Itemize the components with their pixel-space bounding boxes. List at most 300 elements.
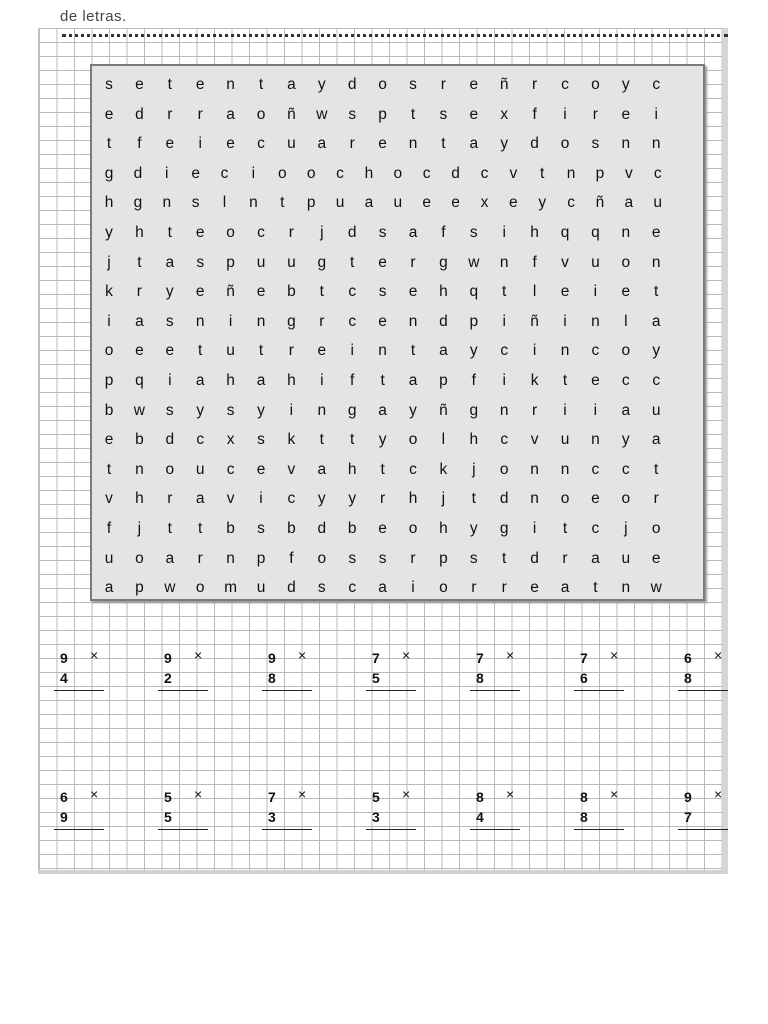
- word-search-letter: l: [532, 283, 537, 301]
- answer-line: [262, 690, 312, 691]
- word-search-letter: b: [347, 520, 357, 537]
- word-search-letter: u: [256, 579, 266, 597]
- word-search-letter: q: [469, 283, 479, 301]
- word-search-letter: v: [530, 431, 539, 449]
- times-sign: ×: [714, 647, 723, 663]
- word-search-letter: e: [104, 431, 114, 449]
- word-search-letter: o: [621, 342, 631, 360]
- word-search-letter: a: [560, 579, 570, 597]
- word-search-letter: t: [654, 283, 659, 301]
- word-search-letter: a: [378, 579, 387, 597]
- multiplier: 2: [164, 670, 172, 686]
- word-search-letter: f: [532, 253, 537, 271]
- word-search-letter: n: [162, 194, 172, 212]
- multiplier: 3: [268, 809, 276, 825]
- word-search-letter: a: [624, 194, 634, 212]
- word-search-letter: t: [562, 520, 568, 537]
- word-search-letter: h: [364, 164, 374, 182]
- word-search-letter: c: [621, 372, 630, 389]
- word-search-letter: c: [348, 283, 357, 301]
- answer-line: [678, 829, 728, 830]
- word-search-letter: j: [441, 490, 446, 508]
- word-search-letter: y: [105, 224, 113, 241]
- word-search-letter: f: [350, 372, 355, 389]
- word-search-letter: a: [621, 401, 631, 419]
- word-search-letter: k: [530, 372, 539, 389]
- word-search-letter: r: [532, 76, 538, 93]
- word-search-row: [92, 70, 703, 99]
- word-search-letter: r: [592, 105, 598, 123]
- word-search-letter: h: [469, 431, 479, 449]
- word-search-letter: n: [621, 135, 631, 153]
- word-search-letter: d: [439, 312, 448, 330]
- word-search-letter: s: [348, 549, 357, 567]
- word-search-letter: t: [198, 520, 203, 537]
- multiplication-problem: [60, 786, 120, 849]
- word-search-letter: e: [591, 490, 600, 508]
- times-sign: ×: [298, 786, 307, 802]
- word-search-letter: u: [621, 549, 631, 567]
- word-search-letter: v: [561, 253, 569, 271]
- word-search-letter: s: [378, 283, 387, 301]
- word-search-letter: j: [624, 520, 628, 537]
- word-search-letter: n: [621, 224, 631, 241]
- word-search-letter: h: [439, 520, 448, 537]
- word-search-letter: r: [288, 224, 294, 241]
- word-search-letter: a: [256, 372, 266, 389]
- word-search-letter: r: [532, 401, 538, 419]
- word-search-letter: x: [226, 431, 235, 449]
- word-search-letter: r: [349, 135, 355, 153]
- word-search-letter: c: [226, 460, 235, 478]
- word-search-letter: y: [378, 431, 387, 449]
- word-search-letter: c: [567, 194, 575, 212]
- word-search-letter: c: [653, 164, 662, 182]
- word-search-letter: i: [532, 342, 537, 360]
- word-search-letter: v: [226, 490, 235, 508]
- word-search-letter: r: [410, 549, 416, 567]
- multiplication-problem: [476, 786, 536, 849]
- word-search-letter: o: [165, 460, 175, 478]
- word-search-letter: f: [532, 105, 537, 123]
- word-search-letter: e: [135, 342, 144, 360]
- word-search-row: [92, 455, 703, 484]
- times-sign: ×: [610, 647, 619, 663]
- word-search-letter: e: [104, 105, 114, 123]
- word-search-letter: y: [165, 283, 174, 301]
- multiplier: 5: [372, 670, 380, 686]
- word-search-letter: l: [624, 312, 628, 330]
- word-search-letter: y: [469, 342, 478, 360]
- word-search-letter: e: [135, 76, 144, 93]
- word-search-letter: c: [652, 372, 661, 389]
- word-search-letter: d: [530, 135, 539, 153]
- word-search-letter: e: [195, 224, 205, 241]
- word-search-letter: q: [560, 224, 570, 241]
- word-search-letter: d: [347, 224, 357, 241]
- word-search-letter: r: [167, 105, 173, 123]
- word-search-letter: j: [137, 520, 142, 537]
- word-search-letter: p: [135, 579, 144, 597]
- word-search-letter: s: [196, 253, 205, 271]
- multiplicand: 9: [684, 789, 692, 805]
- word-search-letter: c: [500, 431, 509, 449]
- word-search-letter: r: [562, 549, 568, 567]
- word-search-letter: l: [441, 431, 446, 449]
- multiplicand: 6: [684, 650, 692, 666]
- answer-line: [262, 829, 312, 830]
- word-search-letter: d: [287, 579, 296, 597]
- multiplier: 8: [476, 670, 484, 686]
- word-search-letter: c: [500, 342, 509, 360]
- word-search-letter: j: [107, 253, 111, 271]
- word-search-letter: r: [410, 253, 416, 271]
- times-sign: ×: [194, 786, 203, 802]
- word-search-letter: n: [651, 253, 661, 271]
- word-search-letter: w: [133, 401, 145, 419]
- word-search-letter: ñ: [595, 194, 605, 212]
- word-search-letter: y: [469, 520, 478, 537]
- word-search-row: [92, 573, 703, 602]
- word-search-letter: n: [226, 549, 235, 567]
- word-search-row: [92, 425, 703, 454]
- multiplier: 5: [164, 809, 172, 825]
- word-search-letter: e: [621, 283, 631, 301]
- word-search-letter: e: [408, 283, 418, 301]
- word-search-letter: c: [422, 164, 431, 182]
- word-search-letter: o: [560, 135, 570, 153]
- word-search-letter: w: [164, 579, 176, 597]
- word-search-letter: k: [439, 460, 448, 478]
- answer-line: [470, 829, 520, 830]
- word-search-letter: x: [500, 105, 509, 123]
- word-search-letter: y: [500, 135, 509, 153]
- word-search-letter: e: [509, 194, 518, 212]
- word-search-letter: p: [439, 549, 448, 567]
- word-search-letter: h: [135, 490, 144, 508]
- word-search-letter: c: [196, 431, 205, 449]
- word-search-letter: o: [256, 105, 266, 123]
- word-search-letter: n: [195, 312, 205, 330]
- word-search-letter: w: [650, 579, 662, 597]
- word-search-letter: i: [259, 490, 263, 508]
- word-search-letter: j: [472, 460, 476, 478]
- word-search-letter: h: [135, 224, 144, 241]
- multiplication-problem: [268, 647, 328, 710]
- word-search-letter: s: [257, 520, 265, 537]
- word-search-letter: p: [306, 194, 316, 212]
- multiplier: 7: [684, 809, 692, 825]
- word-search-letter: l: [222, 194, 227, 212]
- word-search-letter: h: [347, 460, 357, 478]
- word-search-letter: t: [167, 224, 172, 241]
- word-search-letter: i: [563, 312, 567, 330]
- word-search-letter: o: [104, 342, 114, 360]
- word-search-letter: t: [319, 283, 324, 301]
- word-search-letter: n: [378, 342, 387, 360]
- word-search-letter: s: [257, 431, 265, 449]
- word-search-letter: u: [104, 549, 114, 567]
- word-search-letter: a: [287, 76, 296, 93]
- word-search-letter: y: [348, 490, 357, 508]
- word-search-letter: t: [471, 490, 476, 508]
- multiplier: 3: [372, 809, 380, 825]
- word-search-letter: n: [530, 460, 539, 478]
- word-search-letter: u: [226, 342, 235, 360]
- word-search-letter: b: [226, 520, 235, 537]
- word-search-letter: r: [653, 490, 659, 508]
- word-search-letter: h: [408, 490, 418, 508]
- multiplication-problem: [684, 786, 744, 849]
- multiplication-problem: [164, 647, 224, 710]
- word-search-row: [92, 129, 703, 158]
- word-search-letter: p: [226, 253, 235, 271]
- answer-line: [678, 690, 728, 691]
- word-search-letter: m: [224, 579, 238, 597]
- word-search-letter: t: [593, 579, 598, 597]
- word-search-letter: e: [378, 253, 387, 271]
- word-search-letter: c: [409, 460, 417, 478]
- word-search-letter: b: [135, 431, 144, 449]
- word-search-letter: a: [364, 194, 374, 212]
- word-search-letter: g: [469, 401, 479, 419]
- word-search-letter: i: [320, 372, 324, 389]
- word-search-letter: b: [287, 520, 296, 537]
- word-search-letter: f: [441, 224, 446, 241]
- word-search-letter: b: [104, 401, 114, 419]
- word-search-letter: c: [257, 135, 265, 153]
- word-search-letter: r: [197, 105, 203, 123]
- word-search-letter: i: [593, 401, 598, 419]
- word-search-letter: r: [319, 312, 325, 330]
- word-search-row: [92, 248, 703, 277]
- word-search-letter: s: [165, 401, 174, 419]
- word-search-letter: b: [287, 283, 296, 301]
- word-search-letter: o: [408, 520, 418, 537]
- times-sign: ×: [506, 786, 515, 802]
- word-search-letter: u: [195, 460, 205, 478]
- word-search-letter: a: [165, 253, 175, 271]
- word-search-letter: o: [195, 579, 205, 597]
- word-search-letter: v: [624, 164, 633, 182]
- word-search-letter: r: [136, 283, 142, 301]
- word-search-letter: o: [499, 460, 509, 478]
- word-search-letter: c: [652, 76, 661, 93]
- word-search-letter: o: [408, 431, 418, 449]
- word-search-letter: a: [651, 431, 661, 449]
- word-search-letter: g: [317, 253, 327, 271]
- word-search-letter: c: [621, 460, 630, 478]
- word-search-letter: g: [499, 520, 509, 537]
- times-sign: ×: [402, 647, 411, 663]
- word-search-letter: d: [133, 164, 143, 182]
- word-search-letter: d: [347, 76, 357, 93]
- word-search-grid: [90, 64, 705, 601]
- multiplicand: 7: [268, 789, 276, 805]
- word-search-letter: a: [104, 579, 114, 597]
- word-search-letter: n: [566, 164, 576, 182]
- word-search-letter: t: [441, 135, 446, 153]
- word-search-letter: t: [167, 520, 172, 537]
- word-search-row: [92, 484, 703, 513]
- word-search-letter: c: [220, 164, 229, 182]
- word-search-letter: w: [316, 105, 328, 123]
- word-search-letter: y: [538, 194, 547, 212]
- instruction-fragment: de letras.: [60, 8, 127, 25]
- word-search-letter: ñ: [530, 312, 539, 330]
- word-search-letter: p: [439, 372, 448, 389]
- word-search-letter: a: [165, 549, 175, 567]
- word-search-letter: t: [350, 431, 355, 449]
- word-search-letter: n: [560, 460, 570, 478]
- word-search-letter: o: [277, 164, 287, 182]
- multiplier: 4: [60, 670, 68, 686]
- times-sign: ×: [90, 647, 99, 663]
- multiplicand: 8: [476, 789, 484, 805]
- word-search-letter: f: [471, 372, 476, 389]
- word-search-letter: d: [135, 105, 144, 123]
- word-search-letter: a: [408, 224, 418, 241]
- word-search-letter: a: [195, 372, 205, 389]
- word-search-letter: t: [137, 253, 142, 271]
- word-search-row: [92, 396, 703, 425]
- word-search-letter: e: [378, 520, 387, 537]
- word-search-letter: i: [654, 105, 658, 123]
- word-search-row: [92, 277, 703, 306]
- word-search-letter: e: [165, 135, 175, 153]
- word-search-letter: f: [289, 549, 294, 567]
- times-sign: ×: [194, 647, 203, 663]
- word-search-letter: v: [287, 460, 296, 478]
- answer-line: [366, 829, 416, 830]
- word-search-letter: s: [348, 105, 357, 123]
- multiplication-problem: [372, 786, 432, 849]
- word-search-letter: e: [191, 164, 200, 182]
- word-search-letter: c: [480, 164, 489, 182]
- word-search-letter: i: [563, 401, 567, 419]
- times-sign: ×: [506, 647, 515, 663]
- word-search-row: [92, 100, 703, 129]
- word-search-letter: t: [258, 342, 264, 360]
- word-search-letter: y: [621, 76, 630, 93]
- word-search-letter: e: [469, 76, 479, 93]
- multiplicand: 6: [60, 789, 68, 805]
- multiplication-problem: [372, 647, 432, 710]
- word-search-letter: e: [378, 135, 387, 153]
- word-search-letter: i: [502, 312, 506, 330]
- word-search-letter: i: [502, 372, 506, 389]
- word-search-letter: r: [501, 579, 507, 597]
- word-search-letter: o: [651, 520, 661, 537]
- word-search-letter: s: [378, 549, 387, 567]
- word-search-letter: o: [439, 579, 448, 597]
- word-search-letter: o: [621, 490, 631, 508]
- answer-line: [54, 829, 104, 830]
- times-sign: ×: [90, 786, 99, 802]
- word-search-letter: g: [104, 164, 114, 182]
- word-search-letter: n: [530, 490, 539, 508]
- multiplicand: 9: [60, 650, 68, 666]
- word-search-letter: u: [560, 431, 570, 449]
- word-search-letter: n: [256, 312, 266, 330]
- multiplier: 9: [60, 809, 68, 825]
- word-search-letter: q: [135, 372, 144, 389]
- word-search-letter: i: [107, 312, 111, 330]
- word-search-letter: d: [499, 490, 509, 508]
- word-search-letter: i: [563, 105, 567, 123]
- word-search-letter: t: [350, 253, 355, 271]
- word-search-letter: t: [106, 135, 112, 153]
- word-search-letter: e: [256, 283, 266, 301]
- word-search-letter: d: [165, 431, 175, 449]
- word-search-letter: r: [197, 549, 203, 567]
- word-search-letter: t: [258, 76, 264, 93]
- word-search-letter: o: [560, 490, 570, 508]
- word-search-letter: s: [409, 76, 417, 93]
- word-search-letter: t: [319, 431, 324, 449]
- word-search-letter: i: [228, 312, 233, 330]
- word-search-letter: e: [378, 312, 387, 330]
- word-search-letter: t: [540, 164, 545, 182]
- multiplication-problem: [268, 786, 328, 849]
- word-search-letter: e: [195, 76, 205, 93]
- word-search-letter: n: [408, 312, 418, 330]
- word-search-letter: n: [591, 431, 600, 449]
- word-search-letter: u: [335, 194, 345, 212]
- word-search-row: [92, 336, 703, 365]
- word-search-row: [92, 188, 703, 217]
- word-search-letter: t: [167, 76, 172, 93]
- word-search-letter: n: [135, 460, 144, 478]
- word-search-letter: s: [191, 194, 200, 212]
- word-search-letter: a: [226, 105, 235, 123]
- word-search-letter: c: [591, 460, 600, 478]
- word-search-letter: o: [378, 76, 387, 93]
- word-search-letter: o: [135, 549, 144, 567]
- word-search-row: [92, 218, 703, 247]
- times-sign: ×: [610, 786, 619, 802]
- multiplicand: 7: [372, 650, 380, 666]
- word-search-letter: k: [105, 283, 113, 301]
- word-search-letter: t: [410, 342, 416, 360]
- answer-line: [574, 829, 624, 830]
- multiplication-problem: [580, 786, 640, 849]
- word-search-letter: u: [591, 253, 600, 271]
- word-search-letter: c: [561, 76, 569, 93]
- word-search-letter: u: [287, 135, 296, 153]
- word-search-letter: t: [198, 342, 203, 360]
- word-search-letter: c: [257, 224, 265, 241]
- answer-line: [54, 690, 104, 691]
- times-sign: ×: [402, 786, 411, 802]
- word-search-letter: o: [317, 549, 327, 567]
- word-search-letter: o: [591, 76, 600, 93]
- word-search-letter: t: [106, 460, 112, 478]
- word-search-letter: g: [287, 312, 296, 330]
- word-search-letter: a: [378, 401, 387, 419]
- multiplication-problem: [60, 647, 120, 710]
- multiplicand: 8: [580, 789, 588, 805]
- word-search-letter: p: [104, 372, 114, 389]
- word-search-row: [92, 366, 703, 395]
- word-search-letter: h: [287, 372, 296, 389]
- word-search-letter: f: [106, 520, 112, 537]
- times-sign: ×: [298, 647, 307, 663]
- word-search-letter: s: [591, 135, 600, 153]
- word-search-letter: ñ: [226, 283, 235, 301]
- word-search-letter: e: [621, 105, 631, 123]
- word-search-letter: u: [651, 401, 661, 419]
